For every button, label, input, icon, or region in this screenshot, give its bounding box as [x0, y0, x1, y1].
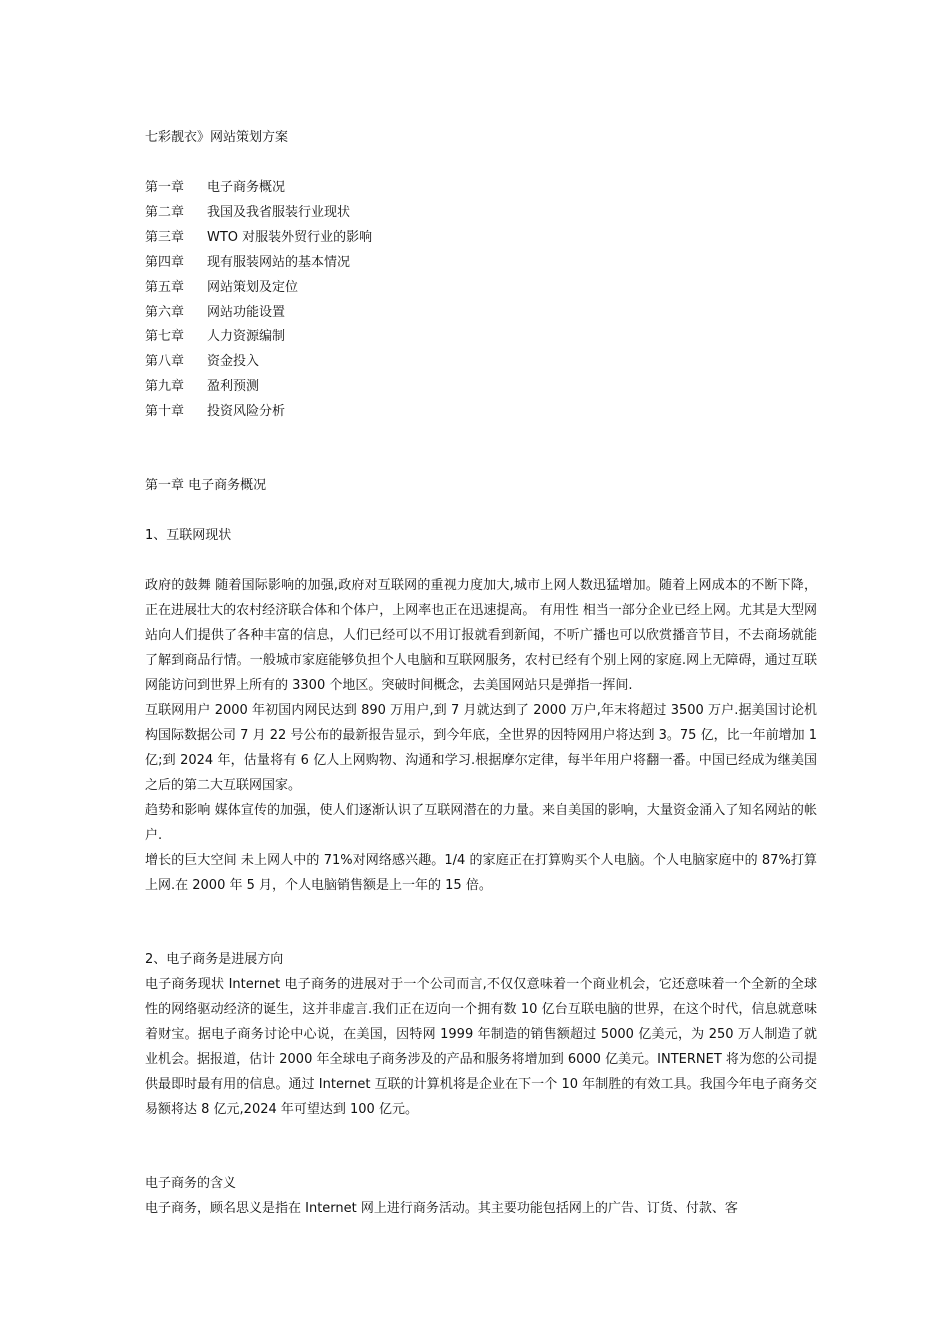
toc-item	[145, 176, 372, 201]
toc-item	[145, 276, 372, 301]
toc-chapter-number: 第五章	[145, 279, 185, 295]
document-title: 七彩靓衣》网站策划方案	[145, 130, 289, 145]
toc-chapter-number: 第六章	[145, 304, 185, 320]
section-heading: 1、互联网现状	[145, 528, 232, 543]
toc-item	[145, 201, 372, 226]
toc-item	[145, 375, 372, 400]
toc-chapter-title: 电子商务概况	[207, 180, 286, 195]
toc-chapter-title: 现有服装网站的基本情况	[207, 254, 351, 270]
toc-chapter-number: 第八章	[145, 354, 185, 370]
toc-chapter-title: 资金投入	[207, 354, 260, 370]
paragraph: 趋势和影响 媒体宣传的加强，使人们逐渐认识了互联网潜在的力量。来自美国的影响，大量资金涌入了知名网站的帐户.	[145, 803, 817, 843]
toc-chapter-number: 第九章	[145, 379, 185, 395]
toc-chapter-number: 第三章	[145, 229, 185, 245]
paragraph: 电子商务，顾名思义是指在 Internet 网上进行商务活动。其主要功能包括网上的广告、订货、付款、客	[145, 1201, 738, 1216]
section-body	[145, 1171, 817, 1221]
toc-item	[145, 350, 372, 375]
toc-item	[145, 325, 372, 350]
toc-chapter-title: 盈利预测	[207, 379, 260, 395]
toc-chapter-number: 第二章	[145, 204, 185, 220]
section-heading: 2、电子商务是进展方向	[145, 952, 284, 967]
toc-chapter-number: 第十章	[145, 404, 185, 420]
toc-item	[145, 400, 372, 425]
chapter-heading: 第一章 电子商务概况	[145, 478, 267, 493]
toc-item	[145, 251, 372, 276]
toc-item	[145, 226, 372, 251]
toc-chapter-title: 网站功能设置	[207, 304, 286, 320]
toc-chapter-title: 我国及我省服装行业现状	[207, 204, 351, 220]
paragraph: 政府的鼓舞 随着国际影响的加强,政府对互联网的重视力度加大,城市上网人数迅猛增加。随着上网成本的不断下降，正在进展壮大的农村经济联合体和个体户，上网率也正在迅速提高。 有用性 相当一部分企业已经上网。尤其是大型网站向人们提供了各种丰富的信息，人们已经可以不用订报就看到新闻，不听广播也可以欣赏播音节目，不去商场就能了解到商品行情。一般城市家庭能够负担个人电脑和互联网服务，农村已经有个别上网的家庭.网上无障碍，通过互联网能访问到世界上所有的 3300 个地区。突破时间概念，去美国网站只是弹指一挥间.	[145, 578, 817, 693]
toc-chapter-title: 人力资源编制	[207, 329, 286, 345]
toc-chapter-number: 第一章	[145, 180, 185, 195]
toc-chapter-title: WTO 对服装外贸行业的影响	[207, 229, 373, 245]
section-body	[145, 947, 817, 1122]
paragraph: 互联网用户 2000 年初国内网民达到 890 万用户,到 7 月就达到了 2000 万户,年末将超过 3500 万户.据美国讨论机构国际数据公司 7 月 22 号公布的最新报告显示，到今年底，全世界的因特网用户将达到 3。75 亿，比一年前增加 1 亿;到 2024 年，估量将有 6 亿人上网购物、沟通和学习.根据摩尔定律，每半年用户将翻一番。中国已经成为继美国之后的第二大互联网国家。	[145, 703, 817, 793]
section-heading: 电子商务的含义	[145, 1176, 237, 1191]
table-of-contents	[145, 176, 372, 425]
paragraph: 增长的巨大空间 未上网人中的 71%对网络感兴趣。1/4 的家庭正在打算购买个人电脑。个人电脑家庭中的 87%打算上网.在 2000 年 5 月，个人电脑销售额是上一年的 15 倍。	[145, 853, 817, 893]
toc-chapter-title: 网站策划及定位	[207, 279, 299, 295]
paragraph: 电子商务现状 Internet 电子商务的进展对于一个公司而言,不仅仅意味着一个商业机会，它还意味着一个全新的全球性的网络驱动经济的诞生，这并非虚言.我们正在迈向一个拥有数 10 亿台互联电脑的世界，在这个时代，信息就意味着财宝。据电子商务讨论中心说，在美国，因特网 1999 年制造的销售额超过 5000 亿美元，为 250 万人制造了就业机会。据报道，估计 2000 年全球电子商务涉及的产品和服务将增加到 6000 亿美元。INTERNET 将为您的公司提供最即时最有用的信息。通过 Internet 互联的计算机将是企业在下一个 10 年制胜的有效工具。我国今年电子商务交易额将达 8 亿元,2024 年可望达到 100 亿元。	[145, 977, 817, 1117]
section-body	[145, 573, 817, 898]
toc-chapter-number: 第四章	[145, 254, 185, 270]
toc-item	[145, 301, 372, 326]
toc-chapter-title: 投资风险分析	[207, 404, 286, 420]
toc-chapter-number: 第七章	[145, 329, 185, 345]
